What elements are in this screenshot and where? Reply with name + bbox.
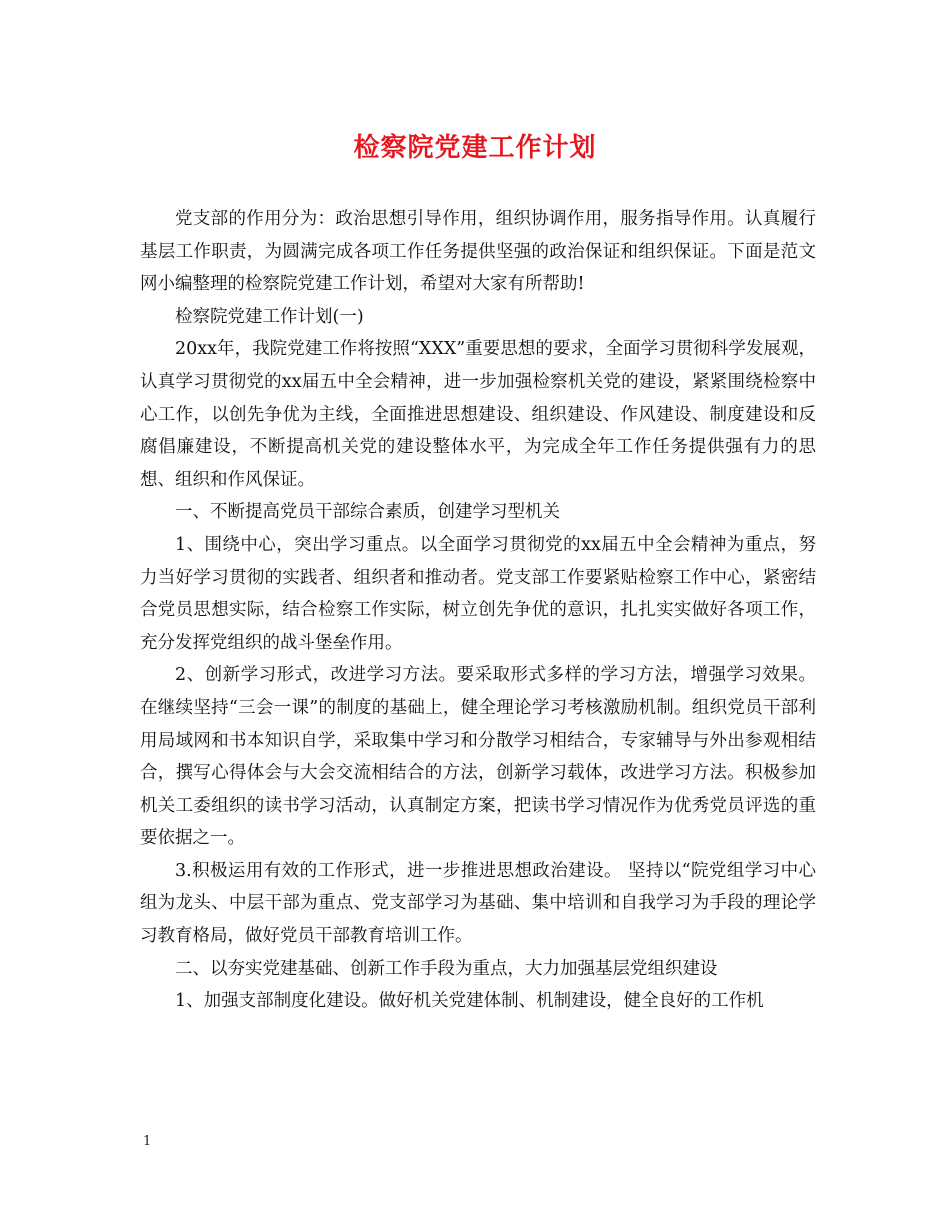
paragraph-item-2-1: 1、加强支部制度化建设。做好机关党建体制、机制建设，健全良好的工作机 bbox=[175, 991, 764, 1012]
section-heading-1: 一、不断提高党员干部综合素质，创建学习型机关 bbox=[175, 502, 560, 523]
page-number: 1 bbox=[143, 1134, 152, 1149]
section-heading-plan-one: 检察院党建工作计划(一) bbox=[175, 306, 364, 327]
section-heading-2: 二、以夯实党建基础、创新工作手段为重点，大力加强基层党组织建设 bbox=[175, 958, 718, 979]
document-body bbox=[140, 203, 816, 1018]
paragraph-item-1-2: 2、创新学习形式，改进学习方法。要采取形式多样的学习方法，增强学习效果。在继续坚持“三会一课”的制度的基础上，健全理论学习考核激励机制。组织党员干部利用局域网和书本知识自学，采取集中学习和分散学习相结合，专家辅导与外出参观相结合，撰写心得体会与大会交流相结合的方法，创新学习载体，改进学习方法。积极参加机关工委组织的读书学习活动，认真制定方案，把读书学习情况作为优秀党员评选的重要依据之一。 bbox=[140, 665, 816, 849]
paragraph-overview: 20xx年，我院党建工作将按照“XXX”重要思想的要求，全面学习贯彻科学发展观，认真学习贯彻党的xx届五中全会精神，进一步加强检察机关党的建设，紧紧围绕检察中心工作，以创先争优为主线，全面推进思想建设、组织建设、作风建设、制度建设和反腐倡廉建设，不断提高机关党的建设整体水平，为完成全年工作任务提供强有力的思想、组织和作风保证。 bbox=[140, 339, 816, 490]
document-title: 检察院党建工作计划 bbox=[353, 133, 597, 163]
paragraph-item-1-3: 3.积极运用有效的工作形式，进一步推进思想政治建设。 坚持以“院党组学习中心组为龙头、中层干部为重点、党支部学习为基础、集中培训和自我学习为手段的理论学习教育格局，做好党员干部教育培训工作。 bbox=[140, 860, 816, 947]
paragraph-item-1-1: 1、围绕中心，突出学习重点。以全面学习贯彻党的xx届五中全会精神为重点，努力当好学习贯彻的实践者、组织者和推动者。党支部工作要紧贴检察工作中心，紧密结合党员思想实际，结合检察工作实际，树立创先争优的意识，扎扎实实做好各项工作，充分发挥党组织的战斗堡垒作用。 bbox=[140, 534, 816, 653]
paragraph-intro: 党支部的作用分为：政治思想引导作用，组织协调作用，服务指导作用。认真履行基层工作职责，为圆满完成各项工作任务提供坚强的政治保证和组织保证。下面是范文网小编整理的检察院党建工作计划，希望对大家有所帮助! bbox=[140, 209, 816, 295]
